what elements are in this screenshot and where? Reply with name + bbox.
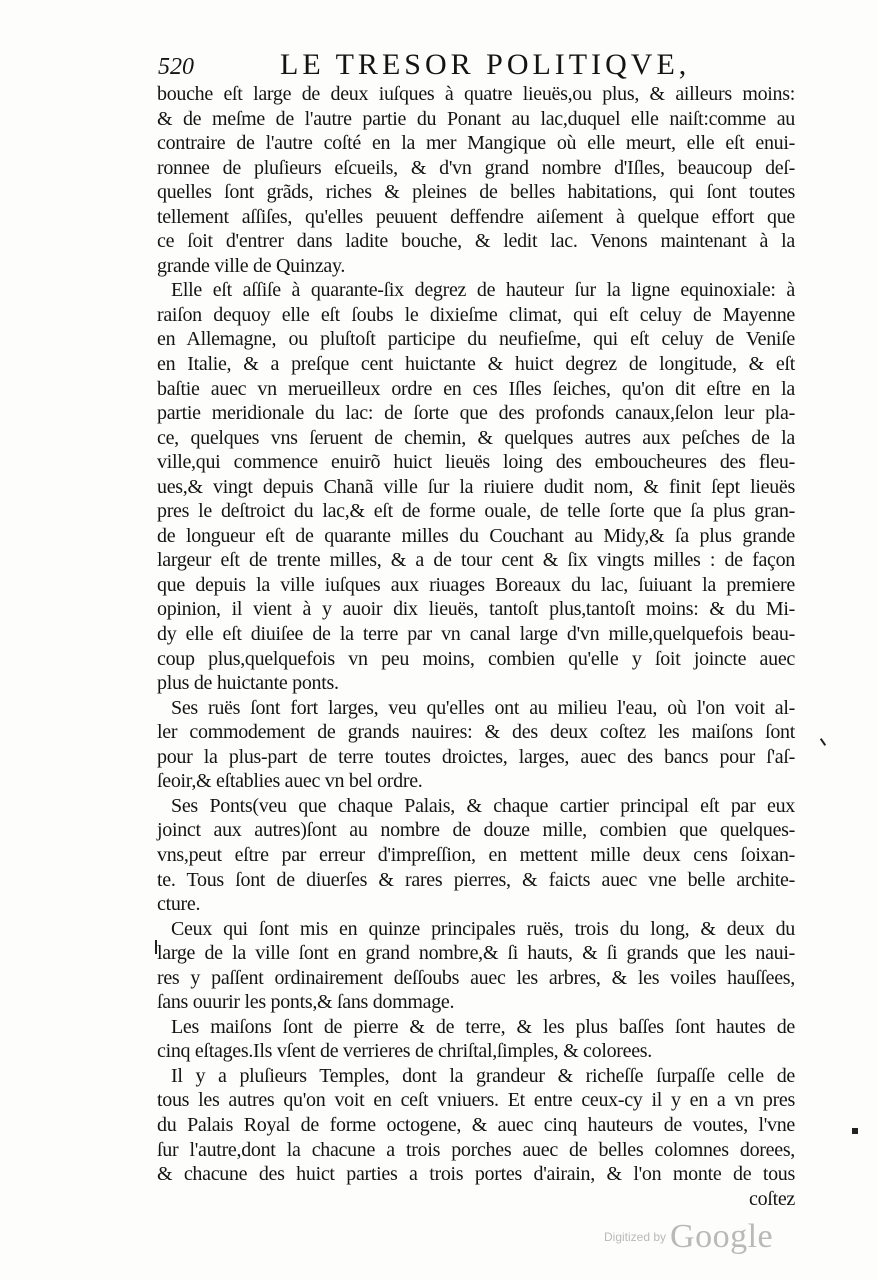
margin-mark xyxy=(155,940,157,954)
text-line: Ses ruës ſont fort larges, veu qu'elles ont au milieu l'eau, où l'on voit al- xyxy=(171,696,795,719)
text-line: grande ville de Quinzay. xyxy=(157,254,346,277)
text-line: joinct aux autres)ſont au nombre de douze mille, combien que quelques- xyxy=(157,819,795,842)
text-line: & chacune des huict parties a trois portes d'airain, & l'on monte de tous xyxy=(157,1163,795,1186)
text-line: res y paſſent ordinairement deſſoubs auec les arbres, & les voiles hauſſees, xyxy=(157,966,795,989)
text-line: ville,qui commence enuirõ huict lieuës loing des emboucheures des fleu- xyxy=(157,451,795,474)
text-line: Les maiſons ſont de pierre & de terre, & les plus baſſes ſont hautes de xyxy=(171,1015,795,1038)
text-line: Ses Ponts(veu que chaque Palais, & chaque cartier principal eſt par eux xyxy=(171,794,795,817)
text-line: bouche eſt large de deux iuſques à quatre lieuës,ou plus, & ailleurs moins: xyxy=(157,83,795,105)
margin-mark xyxy=(852,1128,858,1134)
text-line: de longueur eſt de quarante milles du Couchant au Midy,& ſa plus grande xyxy=(157,524,795,547)
text-line: tous les autres qu'on voit en ceſt vniuers. Et entre ceux-cy il y en a vn pres xyxy=(157,1089,795,1112)
text-line: contraire de l'autre coſté en la mer Mangique où elle meurt, elle eſt enui- xyxy=(157,132,795,155)
margin-mark xyxy=(820,738,826,746)
text-line: te. Tous ſont de diuerſes & rares pierres, & faicts auec vne belle archite- xyxy=(157,868,795,891)
text-line: pour la plus-part de terre toutes droictes, larges, auec des bancs pour ſ'aſ- xyxy=(157,745,795,768)
text-line: ce ſoit d'entrer dans ladite bouche, & ledit lac. Venons maintenant à la xyxy=(157,230,795,253)
page-number: 520 xyxy=(158,54,194,80)
text-line: du Palais Royal de forme octogene, & auec cinq hauteurs de voutes, l'vne xyxy=(157,1113,795,1136)
running-title: LE TRESOR POLITIQVE, xyxy=(280,48,691,81)
text-line: pres le deſtroict du lac,& eſt de forme ouale, de telle ſorte que ſa plus gran- xyxy=(157,500,795,523)
text-line: ſans ouurir les ponts,& ſans dommage. xyxy=(157,991,455,1014)
text-line: tellement aſſiſes, qu'elles peuuent deffendre aiſement à quelque effort que xyxy=(157,205,795,228)
watermark-brand: Google xyxy=(670,1218,774,1255)
text-line: Il y a pluſieurs Temples, dont la grandeur & richeſſe ſurpaſſe celle de xyxy=(171,1064,795,1087)
watermark-prefix: Digitized by xyxy=(604,1230,667,1244)
text-line: cinq eſtages.Ils vſent de verrieres de chriſtal,ſimples, & colorees. xyxy=(157,1040,652,1063)
text-line: dy elle eſt diuiſee de la terre par vn canal large d'vn mille,quelquefois beau- xyxy=(157,623,795,646)
catchword: coſtez xyxy=(749,1187,795,1210)
running-head xyxy=(158,48,798,84)
text-line: ler commodement de grands nauires: & des deux coſtez les maiſons ſont xyxy=(157,721,795,744)
body-text xyxy=(157,82,795,1211)
text-line: cture. xyxy=(157,893,201,916)
text-line: plus de huictante ponts. xyxy=(157,672,339,695)
text-line: baſtie auec vn merueilleux ordre en ces Iſles ſeiches, qu'on dit eſtre en la xyxy=(157,377,795,400)
text-line: coup plus,quelquefois vn peu moins, combien qu'elle y ſoit joincte auec xyxy=(157,647,795,670)
text-line: ues,& vingt depuis Chanã ville ſur la riuiere dudit nom, & finit ſept lieuës xyxy=(157,475,795,498)
google-watermark xyxy=(604,1218,773,1262)
text-line: & de meſme de l'autre partie du Ponant au lac,duquel elle naiſt:comme au xyxy=(157,107,795,130)
text-line: largeur eſt de trente milles, & a de tour cent & ſix vingts milles : de façon xyxy=(157,549,795,572)
text-line: vns,peut eſtre par erreur d'impreſſion, en mettent mille deux cens ſoixan- xyxy=(157,843,795,866)
text-line: en Allemagne, ou pluſtoſt participe du neufieſme, qui eſt celuy de Veniſe xyxy=(157,328,795,351)
text-line: large de la ville ſont en grand nombre,& ſi hauts, & ſi grands que les naui- xyxy=(157,942,795,965)
text-line: que depuis la ville iuſques aux riuages Boreaux du lac, ſuiuant la premiere xyxy=(157,573,795,596)
text-line: quelles ſont grãds, riches & pleines de belles habitations, qui ſont toutes xyxy=(157,181,795,204)
text-line: partie meridionale du lac: de ſorte que des profonds canaux,ſelon leur pla- xyxy=(157,402,795,425)
text-line: ce, quelques vns ſeruent de chemin, & quelques autres aux peſches de la xyxy=(157,426,795,449)
text-line: ſeoir,& eſtablies auec vn bel ordre. xyxy=(157,770,423,793)
text-line: Ceux qui ſont mis en quinze principales ruës, trois du long, & deux du xyxy=(171,917,795,940)
text-line: raiſon dequoy elle eſt ſoubs le dixieſme climat, qui eſt celuy de Mayenne xyxy=(157,303,795,326)
text-line: ſur l'autre,dont la chacune a trois porches auec de belles colomnes dorees, xyxy=(157,1138,795,1161)
text-line: ronnee de pluſieurs eſcueils, & d'vn grand nombre d'Iſles, beaucoup deſ- xyxy=(157,156,795,179)
text-line: en Italie, & a preſque cent huictante & huict degrez de longitude, & eſt xyxy=(157,353,795,376)
text-line: Elle eſt aſſiſe à quarante-ſix degrez de hauteur ſur la ligne equinoxiale: à xyxy=(171,279,795,302)
text-line: opinion, il vient à y auoir dix lieuës, tantoſt plus,tantoſt moins: & du Mi- xyxy=(157,598,795,621)
